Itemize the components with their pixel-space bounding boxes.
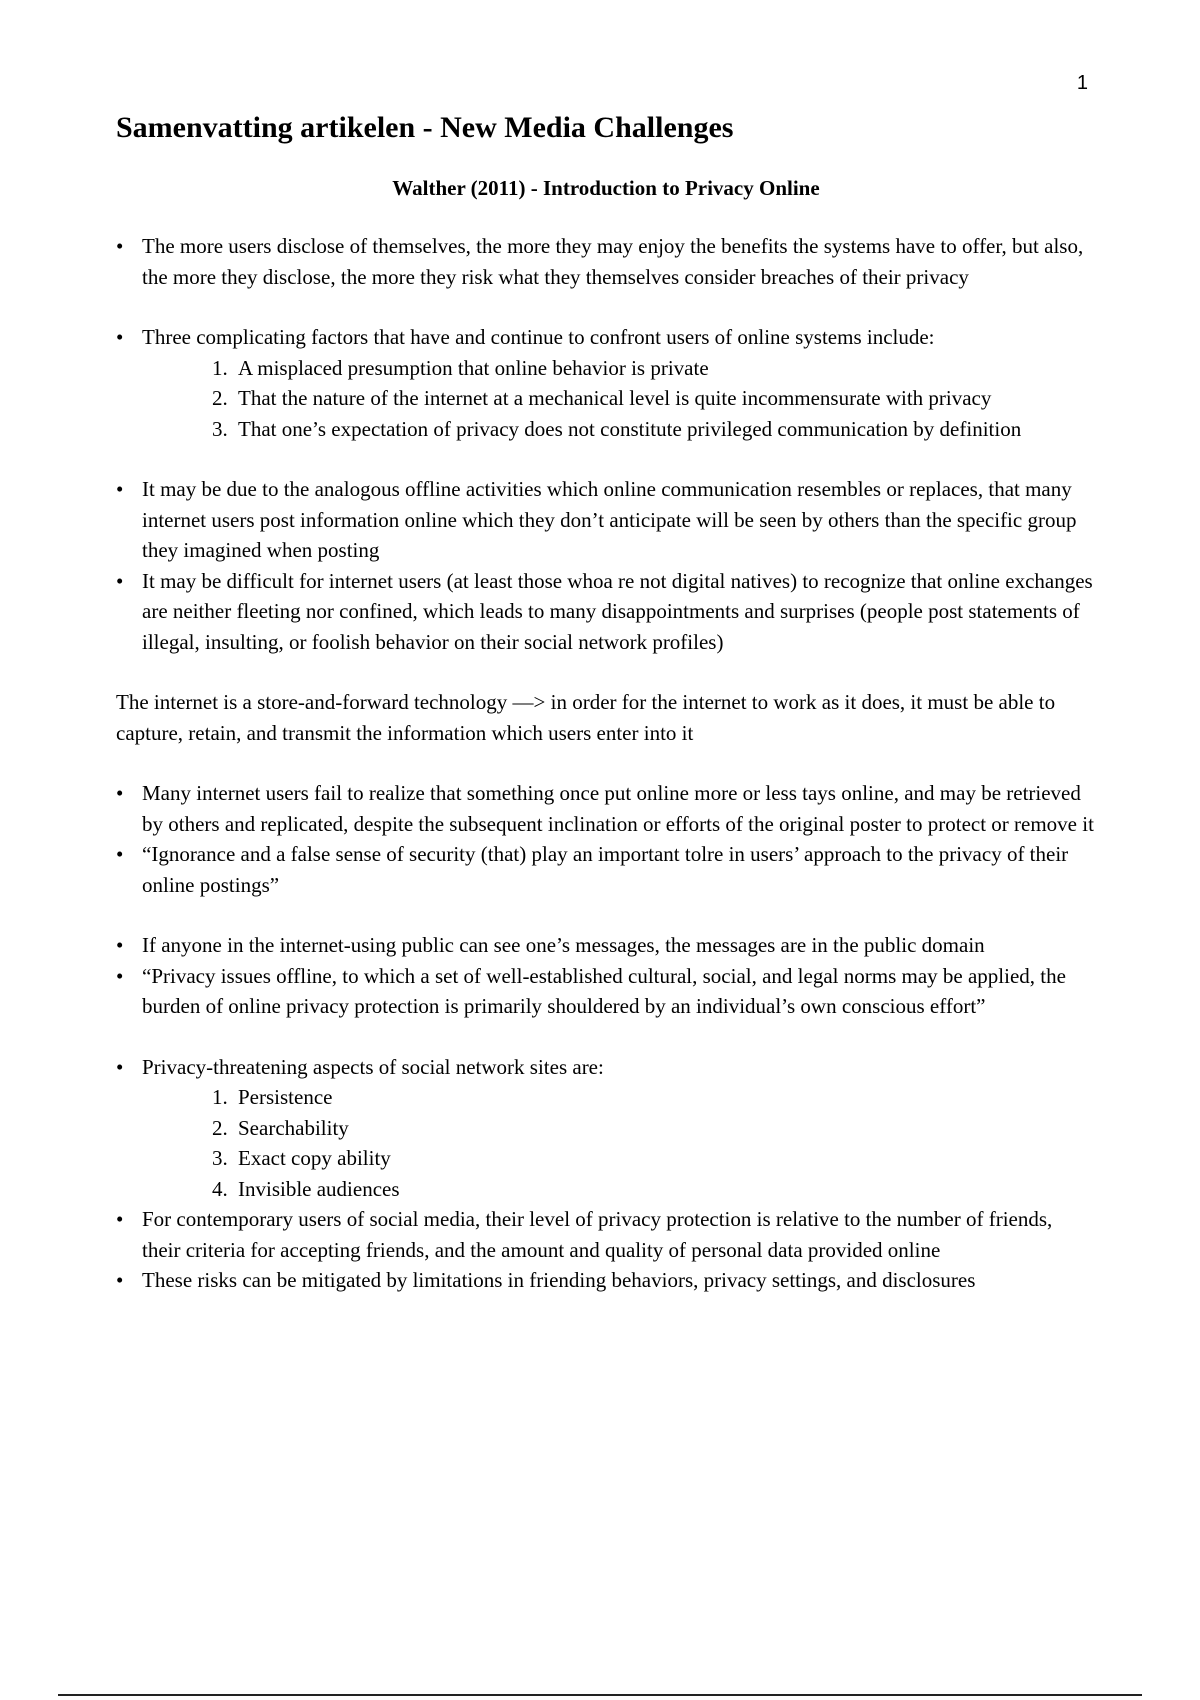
- numbered-item: 2. Searchability: [212, 1115, 349, 1140]
- numbered-item: 1. Persistence: [212, 1085, 333, 1110]
- numbered-item: 3. Exact copy ability: [212, 1146, 391, 1171]
- numbered-item: 2. That the nature of the internet at a mechanical level is quite incommensurate with privacy: [212, 386, 992, 411]
- numbered-list-factors: [142, 353, 1096, 445]
- body-paragraph: The internet is a store-and-forward technology —> in order for the internet to work as it does, it must be able to capture, retain, and transmit the information which users enter into it: [116, 690, 1056, 745]
- list-item: [116, 1052, 1096, 1205]
- list-item: • These risks can be mitigated by limitations in friending behaviors, privacy settings, and disclosures: [116, 1265, 1096, 1296]
- bullet-list-4: [116, 778, 1096, 900]
- list-item: • It may be due to the analogous offline activities which online communication resembles or replaces, that many internet users post information online which they don’t anticipate will be seen by others than the specific group they imagined when posting: [116, 474, 1096, 566]
- list-item: • “Privacy issues offline, to which a set of well-established cultural, social, and legal norms may be applied, the burden of online privacy protection is primarily shouldered by an individual’s own conscious effort”: [116, 961, 1096, 1022]
- numbered-list-aspects: [142, 1082, 1096, 1204]
- article-heading: Walther (2011) - Introduction to Privacy Online: [392, 176, 820, 200]
- list-item-text: Privacy-threatening aspects of social network sites are:: [142, 1054, 604, 1079]
- document-body: [116, 110, 1096, 1296]
- bullet-list-1: [116, 231, 1096, 292]
- list-item: • The more users disclose of themselves, the more they may enjoy the benefits the systems have to offer, but also, the more they disclose, the more they risk what they themselves consider breaches of their privacy: [116, 231, 1096, 292]
- list-item: • If anyone in the internet-using public can see one’s messages, the messages are in the public domain: [116, 930, 1096, 961]
- list-item: • Many internet users fail to realize that something once put online more or less tays online, and may be retrieved by others and replicated, despite the subsequent inclination or efforts of the original poster to protect or remove it: [116, 778, 1096, 839]
- page-number: 1: [1076, 72, 1088, 94]
- numbered-item: 1. A misplaced presumption that online behavior is private: [212, 355, 709, 380]
- list-item: • It may be difficult for internet users (at least those whoa re not digital natives) to recognize that online exchanges are neither fleeting nor confined, which leads to many disappointments and surprises (people post statements of illegal, insulting, or foolish behavior on their social network profiles): [116, 566, 1096, 658]
- numbered-item: 4. Invisible audiences: [212, 1176, 400, 1201]
- bullet-list-3: [116, 474, 1096, 657]
- bullet-list-2: [116, 322, 1096, 444]
- numbered-item: 3. That one’s expectation of privacy does not constitute privileged communication by definition: [212, 416, 1022, 441]
- list-item: • “Ignorance and a false sense of security (that) play an important tolre in users’ approach to the privacy of their online postings”: [116, 839, 1096, 900]
- list-item-text: Three complicating factors that have and continue to confront users of online systems include:: [142, 325, 935, 350]
- list-item: • For contemporary users of social media, their level of privacy protection is relative to the number of friends, their criteria for accepting friends, and the amount and quality of personal data provided online: [116, 1204, 1096, 1265]
- list-item: [116, 322, 1096, 444]
- bullet-list-5: [116, 930, 1096, 1022]
- document-title: Samenvatting artikelen - New Media Challenges: [116, 111, 734, 144]
- footer-divider: [58, 1694, 1142, 1696]
- bullet-list-6: [116, 1052, 1096, 1296]
